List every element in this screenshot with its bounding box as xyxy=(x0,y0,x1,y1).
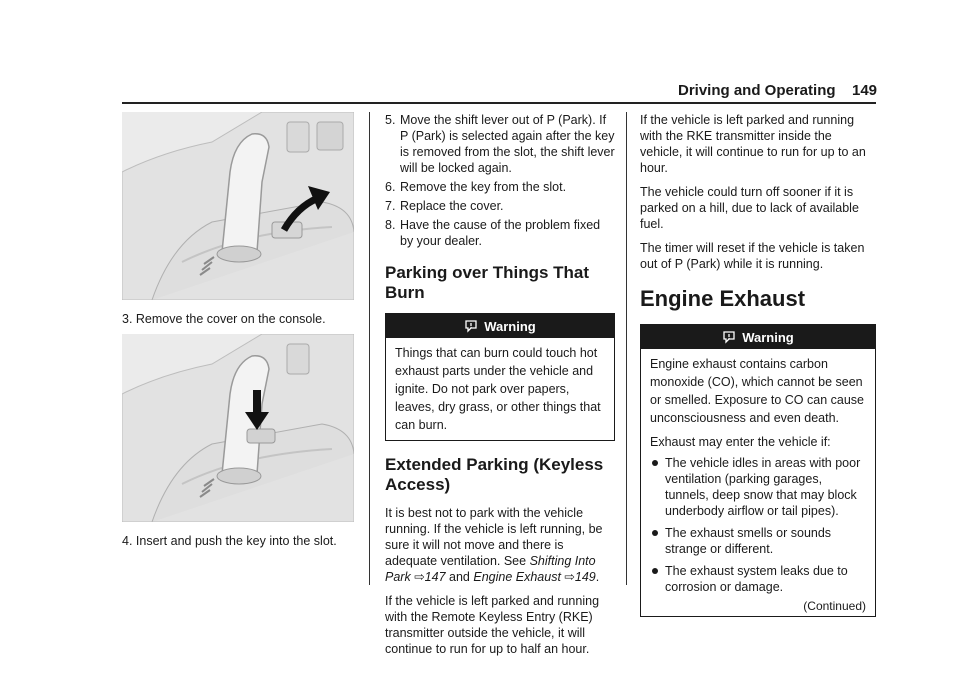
continued-note: (Continued) xyxy=(803,599,866,613)
warning-label: Warning xyxy=(742,329,794,345)
warning-label: Warning xyxy=(484,318,536,334)
list-item xyxy=(385,217,615,249)
paragraph-text: . xyxy=(595,570,600,584)
section-heading: Extended Parking (Keyless Access) xyxy=(385,455,604,494)
page-ref-number[interactable]: 147 xyxy=(424,570,446,584)
paragraph: The timer will reset if the vehicle is taken out of P (Park) while it is running. xyxy=(640,241,865,271)
column-divider xyxy=(369,112,370,585)
warning-header xyxy=(386,314,614,338)
figure-caption: 3. Remove the cover on the console. xyxy=(122,312,326,326)
list-item xyxy=(385,112,615,176)
step-number: 7. xyxy=(385,199,396,213)
right-column xyxy=(640,112,876,617)
warning-text: Engine exhaust contains carbon monoxide (CO), which cannot be seen or smelled. Exposure to CO can cause unconsciousness and even death. xyxy=(650,357,864,425)
step-text: Have the cause of the problem fixed by your dealer. xyxy=(400,218,601,248)
running-header-section: Driving and Operating xyxy=(678,82,836,99)
paragraph-text: and xyxy=(449,570,470,584)
warning-box xyxy=(640,324,876,617)
warning-text: Things that can burn could touch hot exhaust parts under the vehicle and ignite. Do not park over papers, leaves, dry grass, or other things that can burn. xyxy=(395,346,601,432)
step-number: 5. xyxy=(385,113,396,127)
list-item xyxy=(385,179,615,195)
step-number: 8. xyxy=(385,218,396,232)
cross-reference-link[interactable]: Engine Exhaust xyxy=(473,570,561,584)
figure-caption: 4. Insert and push the key into the slot. xyxy=(122,534,337,548)
page-ref-icon: ⇨ xyxy=(564,570,575,584)
step-text: Move the shift lever out of P (Park). If P (Park) is selected again after the key is removed from the slot, the shift lever will be locked again. xyxy=(400,113,615,175)
section-heading: Engine Exhaust xyxy=(640,286,806,311)
warning-header xyxy=(641,325,875,349)
header-rule xyxy=(122,102,876,104)
bullet-list xyxy=(650,455,866,595)
warning-text: Exhaust may enter the vehicle if: xyxy=(650,435,831,449)
step-text: Remove the key from the slot. xyxy=(400,180,567,194)
step-number: 6. xyxy=(385,180,396,194)
column-divider xyxy=(626,112,627,585)
section-heading: Parking over Things That Burn xyxy=(385,263,590,302)
page-number: 149 xyxy=(852,82,878,99)
list-item: The exhaust system leaks due to corrosion or damage. xyxy=(650,563,866,595)
warning-body xyxy=(641,349,875,616)
list-item xyxy=(385,198,615,214)
middle-column xyxy=(385,112,615,657)
warning-icon xyxy=(722,330,736,344)
paragraph: If the vehicle is left parked and running with the Remote Keyless Entry (RKE) transmitter outside the vehicle, it will continue to run for up to half an hour. xyxy=(385,594,600,656)
list-item: The vehicle idles in areas with poor ventilation (parking garages, tunnels, deep snow that may block underbody airflow or tail pipes). xyxy=(650,455,866,519)
console-cover-illustration xyxy=(122,112,354,300)
page-ref-icon: ⇨ xyxy=(414,570,425,584)
warning-box xyxy=(385,313,615,441)
page-ref-number[interactable]: 149 xyxy=(574,570,596,584)
paragraph-text: It is best not to park with the vehicle running. If the vehicle is left running, be sure it will not move and there is adequate ventilation. See xyxy=(385,506,603,568)
step-text: Replace the cover. xyxy=(400,199,504,213)
paragraph: The vehicle could turn off sooner if it is parked on a hill, due to lack of available fuel. xyxy=(640,185,859,231)
cross-reference-link[interactable]: Shifting Into Park xyxy=(385,554,596,584)
paragraph: If the vehicle is left parked and running with the RKE transmitter inside the vehicle, it will continue to run for up to an hour. xyxy=(640,113,866,175)
paragraph xyxy=(385,505,615,585)
list-item: The exhaust smells or sounds strange or different. xyxy=(650,525,866,557)
key-insert-illustration xyxy=(122,334,354,522)
warning-icon xyxy=(464,319,478,333)
procedure-steps xyxy=(385,112,615,249)
